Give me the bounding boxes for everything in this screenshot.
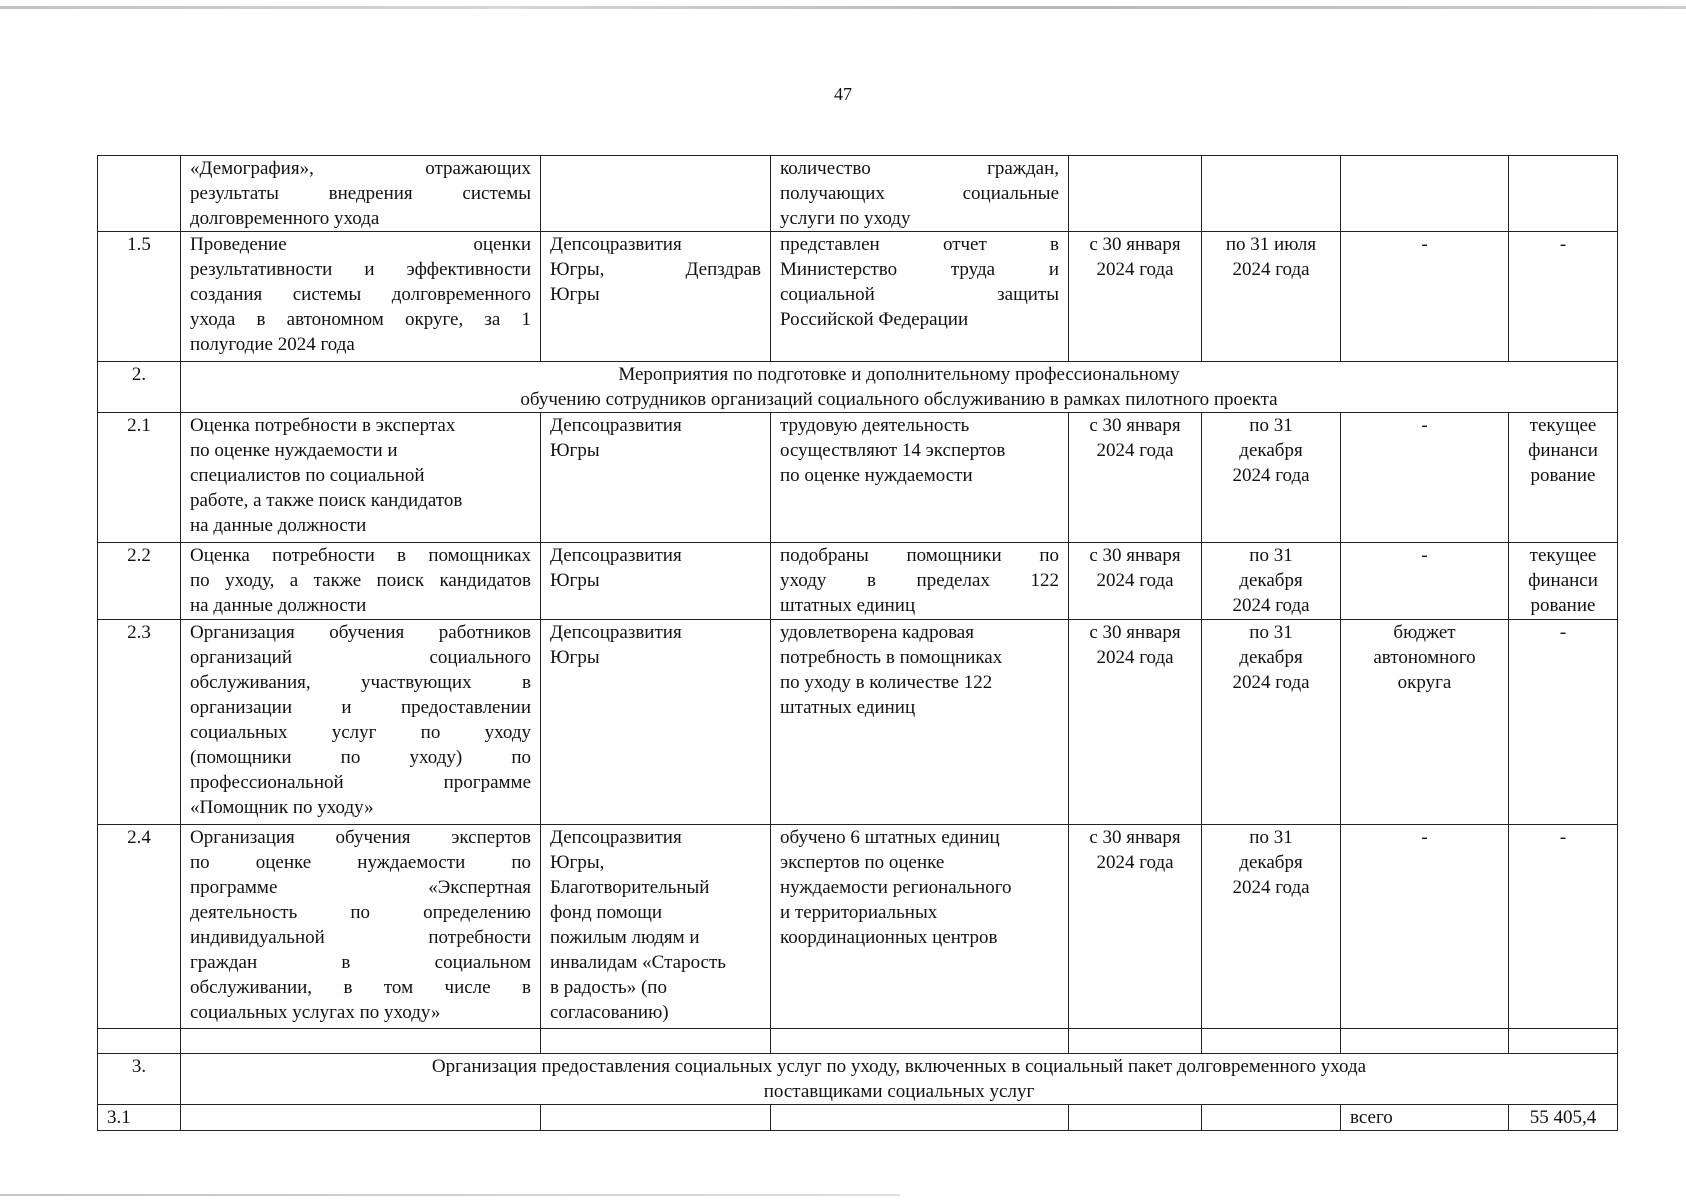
cell-num: 2.1	[98, 413, 181, 543]
table-row	[98, 1105, 1618, 1131]
section-row	[98, 1054, 1618, 1105]
cell-activity: Организация обучения работников организаций социального обслуживания, участвующих в организации и предоставлении социальных услуг по уходу (помощники по уходу) по профессиональной программе «Помощник по уходу»	[181, 620, 541, 825]
cell-start: с 30 января 2024 года	[1069, 620, 1202, 825]
cell-amount: -	[1509, 825, 1618, 1029]
cell-end	[1202, 156, 1341, 232]
cell-num: 2.3	[98, 620, 181, 825]
cell-result: трудовую деятельность осуществляют 14 экспертов по оценке нуждаемости	[771, 413, 1069, 543]
cell-start: с 30 января 2024 года	[1069, 413, 1202, 543]
table-row	[98, 232, 1618, 362]
cell-source: всего	[1341, 1105, 1509, 1131]
cell-responsible: Депсоцразвития Югры	[541, 620, 771, 825]
cell-responsible: Депсоцразвития Югры, Депздрав Югры	[541, 232, 771, 362]
cell-source	[1341, 156, 1509, 232]
cell-amount	[1509, 156, 1618, 232]
cell-activity: «Демография», отражающих результаты внедрения системы долговременного ухода	[181, 156, 541, 232]
cell-activity: Оценка потребности в экспертах по оценке нуждаемости и специалистов по социальной работе, а также поиск кандидатов на данные должности	[181, 413, 541, 543]
cell-start: с 30 января 2024 года	[1069, 825, 1202, 1029]
cell-result: обучено 6 штатных единиц экспертов по оценке нуждаемости регионального и территориальных координационных центров	[771, 825, 1069, 1029]
table-row	[98, 825, 1618, 1029]
cell-result: подобраны помощники по уходу в пределах 122 штатных единиц	[771, 543, 1069, 620]
cell-num	[98, 156, 181, 232]
cell-responsible: Депсоцразвития Югры	[541, 543, 771, 620]
cell-source: -	[1341, 825, 1509, 1029]
cell-responsible: Депсоцразвития Югры	[541, 413, 771, 543]
cell-source: бюджет автономного округа	[1341, 620, 1509, 825]
cell-amount: текущее финанси рование	[1509, 413, 1618, 543]
cell-num: 1.5	[98, 232, 181, 362]
section-row	[98, 362, 1618, 413]
section-title: Мероприятия по подготовке и дополнительному профессиональному обучению сотрудников организаций социального обслуживанию в рамках пилотного проекта	[181, 362, 1618, 413]
table-row	[98, 156, 1618, 232]
table-row	[98, 620, 1618, 825]
cell-amount: текущее финанси рование	[1509, 543, 1618, 620]
cell-end: по 31 декабря 2024 года	[1202, 825, 1341, 1029]
section-title: Организация предоставления социальных услуг по уходу, включенных в социальный пакет долговременного ухода поставщиками социальных услуг	[181, 1054, 1618, 1105]
table-row	[98, 413, 1618, 543]
cell-end: по 31 июля 2024 года	[1202, 232, 1341, 362]
cell-result: представлен отчет в Министерство труда и социальной защиты Российской Федерации	[771, 232, 1069, 362]
cell-num: 2.2	[98, 543, 181, 620]
cell-activity: Проведение оценки результативности и эффективности создания системы долговременного ухода в автономном округе, за 1 полугодие 2024 года	[181, 232, 541, 362]
table-row-empty	[98, 1029, 1618, 1054]
cell-num: 3.	[98, 1054, 181, 1105]
cell-responsible	[541, 156, 771, 232]
cell-num: 2.	[98, 362, 181, 413]
plan-table	[97, 155, 1618, 1131]
cell-source: -	[1341, 543, 1509, 620]
cell-amount: -	[1509, 620, 1618, 825]
table-row	[98, 543, 1618, 620]
scan-edge-bottom	[0, 1194, 900, 1196]
cell-result: удовлетворена кадровая потребность в помощниках по уходу в количестве 122 штатных единиц	[771, 620, 1069, 825]
cell-responsible: Депсоцразвития Югры, Благотворительный фонд помощи пожилым людям и инвалидам «Старость в радость» (по согласованию)	[541, 825, 771, 1029]
cell-end: по 31 декабря 2024 года	[1202, 543, 1341, 620]
cell-activity: Оценка потребности в помощниках по уходу, а также поиск кандидатов на данные должности	[181, 543, 541, 620]
scan-edge-top	[0, 6, 1686, 9]
cell-start: с 30 января 2024 года	[1069, 232, 1202, 362]
cell-num: 2.4	[98, 825, 181, 1029]
cell-amount: -	[1509, 232, 1618, 362]
cell-start	[1069, 156, 1202, 232]
cell-result: количество граждан, получающих социальные услуги по уходу	[771, 156, 1069, 232]
cell-end: по 31 декабря 2024 года	[1202, 620, 1341, 825]
cell-source: -	[1341, 232, 1509, 362]
page-number: 47	[834, 84, 852, 104]
cell-start: с 30 января 2024 года	[1069, 543, 1202, 620]
cell-amount: 55 405,4	[1509, 1105, 1618, 1131]
cell-source: -	[1341, 413, 1509, 543]
cell-end: по 31 декабря 2024 года	[1202, 413, 1341, 543]
cell-num: 3.1	[98, 1105, 181, 1131]
cell-activity: Организация обучения экспертов по оценке нуждаемости по программе «Экспертная деятельность по определению индивидуальной потребности граждан в социальном обслуживании, в том числе в социальных услугах по уходу»	[181, 825, 541, 1029]
